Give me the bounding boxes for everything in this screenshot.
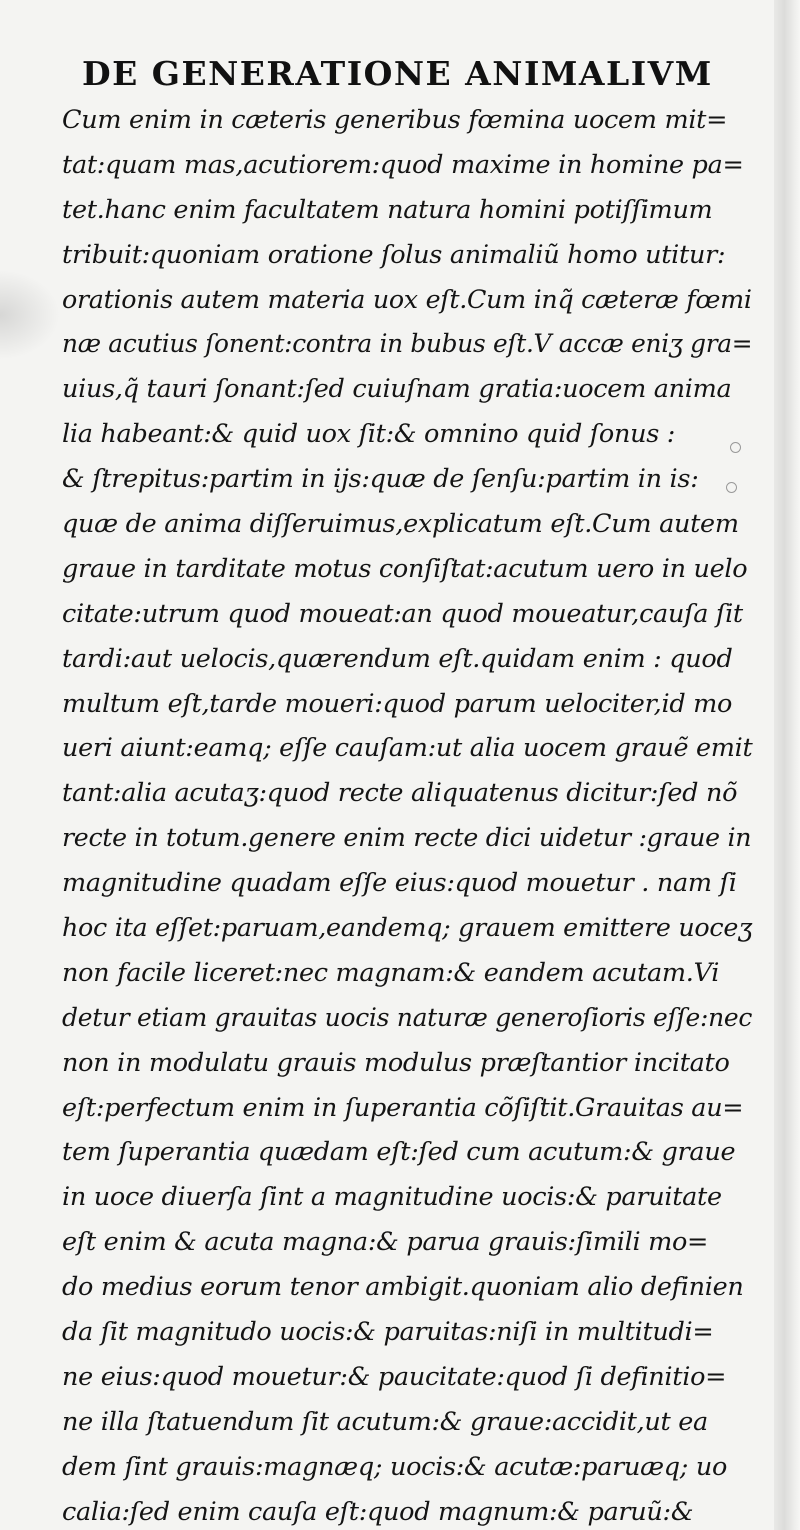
text-line: recte in totum.genere enim recte dici uidetur :graue in (62, 823, 752, 854)
text-line: ne eius:quod mouetur:& paucitate:quod ſi definitio= (62, 1361, 727, 1392)
text-line: multum eſt,tarde moueri:quod parum uelociter,id mo (62, 688, 733, 719)
text-line: orationis autem materia uox eſt.Cum inq̃ cæteræ fœmi (62, 284, 752, 315)
text-line: eſt:perfectum enim in ſuperantia cõſiſtit.Grauitas au= (62, 1092, 744, 1123)
text-line: in uoce diuerſa ſint a magnitudine uocis:& paruitate (62, 1182, 722, 1213)
page-edge-shadow (774, 0, 800, 1530)
body-text (62, 98, 752, 1530)
text-line: non in modulatu grauis modulus præſtantior incitato (62, 1047, 730, 1078)
text-line: citate:utrum quod moueat:an quod moueatur,cauſa ſit (62, 598, 743, 629)
text-line: do medius eorum tenor ambigit.quoniam alio definien (62, 1272, 744, 1303)
text-line: lia habeant:& quid uox ſit:& omnino quid ſonus : (62, 419, 676, 450)
text-line: uius,q̃ tauri ſonant:ſed cuiuſnam gratia:uocem anima (62, 374, 732, 405)
text-line: eſt enim & acuta magna:& parua grauis:ſimili mo= (62, 1227, 709, 1258)
text-line: da ſit magnitudo uocis:& paruitas:niſi in multitudi= (62, 1317, 714, 1348)
text-line: tem ſuperantia quædam eſt:ſed cum acutum:& graue (62, 1137, 736, 1168)
text-line: ueri aiunt:eamq; eſſe cauſam:ut alia uocem grauẽ emit (62, 733, 753, 764)
text-line: ne illa ſtatuendum ſit acutum:& graue:accidit,ut ea (62, 1406, 708, 1437)
text-line: næ acutius ſonent:contra in bubus eſt.V accæ eniʒ gra= (62, 329, 753, 360)
text-line: quæ de anima diſſeruimus,explicatum eſt.Cum autem (62, 509, 739, 540)
running-head: DE GENERATIONE ANIMALIVM (82, 54, 713, 93)
text-line: graue in tarditate motus conſiſtat:acutum uero in uelo (62, 553, 748, 584)
text-line: magnitudine quadam eſſe eius:quod mouetur . nam ſi (62, 868, 737, 899)
text-line: tribuit:quoniam oratione ſolus animaliũ homo utitur: (62, 239, 726, 270)
text-line: Cum enim in cæteris generibus fœmina uocem mit= (62, 105, 728, 135)
text-line: tardi:aut uelocis,quærendum eſt.quidam enim : quod (62, 643, 733, 674)
text-line: calia:ſed enim cauſa eſt:quod magnum:& paruũ:& (62, 1496, 694, 1527)
binding-hole-mark (730, 442, 741, 453)
text-line: tant:alia acutaʒ:quod recte aliquatenus dicitur:ſed nõ (62, 778, 738, 809)
text-line: hoc ita eſſet:paruam,eandemq; grauem emittere uoceʒ (62, 913, 753, 944)
text-line: non facile liceret:nec magnam:& eandem acutam.Vi (62, 957, 720, 988)
text-line: dem ſint grauis:magnæq; uocis:& acutæ:paruæq; uo (62, 1451, 728, 1482)
text-line: detur etiam grauitas uocis naturæ generoſioris eſſe:nec (62, 1002, 753, 1033)
scan-smudge (0, 270, 60, 360)
text-line: tat:quam mas,acutiorem:quod maxime in homine pa= (62, 149, 744, 180)
text-line: & ſtrepitus:partim in ijs:quæ de ſenſu:partim in is: (62, 464, 699, 495)
text-line: tet.hanc enim facultatem natura homini potiſſimum (62, 194, 713, 225)
binding-hole-mark (726, 482, 737, 493)
